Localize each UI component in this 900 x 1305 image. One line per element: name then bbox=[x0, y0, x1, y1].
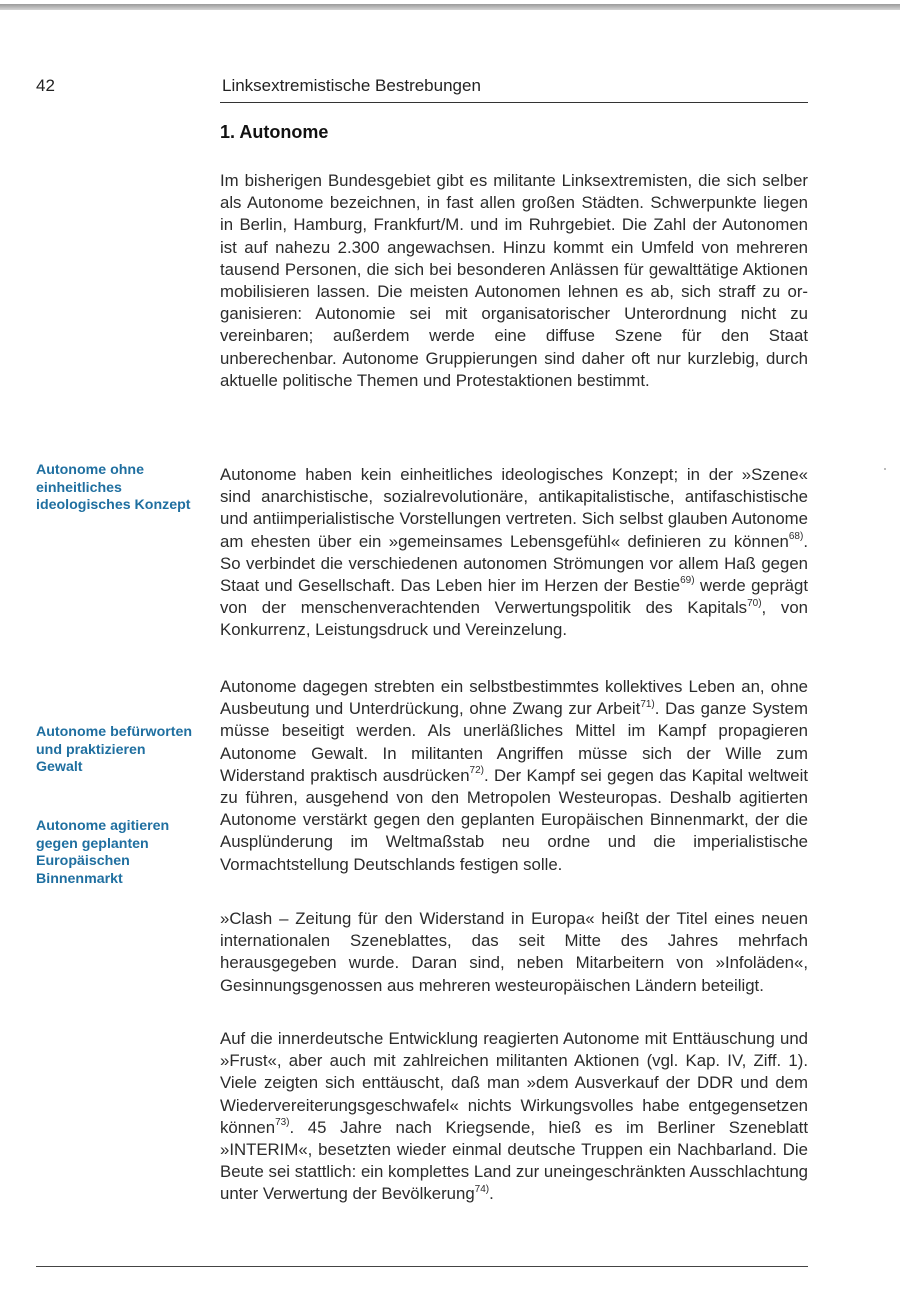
running-title: Linksextremistische Bestrebungen bbox=[222, 76, 481, 95]
footnote-ref-71: 71) bbox=[640, 698, 655, 710]
paragraph-5-text-2: . 45 Jahre nach Kriegsende, hieß es im Berliner Szeneblatt »INTERIM«, besetzten wieder einmal deutsche Truppen ein Nachbarland. Die Beute sei stattlich: ein komplettes Land zur uneingeschränkten Ausschlachtung unter Verwertung der Bevölkerung bbox=[220, 1117, 808, 1204]
paragraph-3-text-2: . Das ganze System müsse beseitigt werden. Als unerläßliches Mittel im Kampf propagieren Autonome Gewalt. In militanten Angriffen müsse sich der Wille zum Widerstand praktisch ausdrücken bbox=[220, 699, 808, 785]
paragraph-2-text-4: , von Konkurrenz, Leistungsdruck und Vereinzelung. bbox=[220, 598, 808, 640]
paragraph-3-text-3: . Der Kampf sei gegen das Kapital weltweit zu führen, ausgehend von den Metropolen Westeuropas. Deshalb agitierten Autonome verstärkt gegen den geplanten Europäischen Binnenmarkt, der die Ausplünderung im Weltmaßstab neu ordne und die imperialistische Vormachtstellung Deutschlands festigen solle. bbox=[220, 765, 809, 874]
paragraph-5 bbox=[220, 1028, 808, 1206]
section-heading: 1. Autonome bbox=[220, 122, 329, 142]
footnote-ref-69: 69) bbox=[680, 575, 695, 587]
paragraph-5-text-1: Auf die innerdeutsche Entwicklung reagierten Autonome mit Enttäuschung und »Frust«, aber auch mit zahlreichen militanten Aktionen (vgl. Kap. IV, Ziff. 1). Viele zeigten sich enttäuscht, daß man »dem Ausverkauf der DDR und dem Wiedervereiterungsgeschwafel« nichts Wirkungsvolles habe entgegensetzen können bbox=[220, 1029, 808, 1137]
top-border-rule bbox=[0, 4, 900, 10]
sidenote-binnenmarkt: Autonome agitieren gegen geplanten Europäischen Binnenmarkt bbox=[36, 818, 170, 887]
page-number: 42 bbox=[36, 76, 55, 95]
sidenote-ideology: Autonome ohne einheitliches ideologisches Konzept bbox=[36, 462, 191, 514]
paragraph-2-text-2: . So verbindet die verschiedenen autonomen Strömungen vor allem Haß gegen Staat und Gesellschaft. Das Leben hier im Herzen der Bestie bbox=[220, 531, 808, 596]
scan-speck bbox=[884, 468, 886, 470]
footnote-ref-74: 74) bbox=[474, 1183, 490, 1195]
sidenote-violence: Autonome befürworten und praktizieren Gewalt bbox=[36, 724, 193, 776]
paragraph-1: Im bisherigen Bundesgebiet gibt es militante Linksextremisten, die sich selber als Autonome bezeichnen, in fast allen großen Städten. Schwerpunkte liegen in Berlin, Hamburg, Frankfurt/M. und im Ruhrgebiet. Die Zahl der Autonomen ist auf nahezu 2.300 angewachsen. Hinzu kommt ein Umfeld von mehreren tausend Personen, die sich bei besonderen Anlässen für gewalttätige Aktionen mobilisieren lassen. Die meisten Autonomen lehnen es ab, sich straff zu organisieren: Autonomie sei mit organisatorischer Unterordnung nicht zu vereinbaren; außerdem werde eine diffuse Szene für den Staat unberechenbar. Autonome Gruppierungen sind daher oft nur kurzlebig, durch aktuelle politische Themen und Protestaktionen bestimmt. bbox=[220, 171, 808, 390]
footnote-ref-70: 70) bbox=[747, 597, 762, 609]
paragraph-3 bbox=[220, 676, 808, 876]
paragraph-2 bbox=[220, 464, 808, 642]
footnote-ref-72: 72) bbox=[469, 765, 484, 777]
paragraph-4: »Clash – Zeitung für den Widerstand in Europa« heißt der Titel eines neuen internationalen Szeneblattes, das seit Mitte des Jahres mehrfach herausgegeben wurde. Daran sind, neben Mitarbeitern von »Infoläden«, Gesinnungsgenossen aus mehreren westeuropäischen Ländern beteiligt. bbox=[220, 909, 808, 995]
paragraph-2-text-3: werde geprägt von der menschenverachtenden Verwertungspolitik des Kapitals bbox=[220, 576, 808, 618]
footnote-ref-73: 73) bbox=[275, 1117, 290, 1129]
paragraph-3-text-1: Autonome dagegen strebten ein selbstbestimmtes kollektives Leben an, ohne Ausbeutung und Unterdrückung, ohne Zwang zur Arbeit bbox=[220, 677, 808, 719]
paragraph-5-text-3: . bbox=[489, 1184, 494, 1204]
header-rule bbox=[220, 102, 808, 103]
footer-rule bbox=[36, 1266, 808, 1267]
paragraph-2-text-1: Autonome haben kein einheitliches ideologisches Konzept; in der »Szene« sind anarchistische, sozialrevolutionäre, antikapitalistische, antifaschistische und antiimperialistische Vorstellungen vertreten. Sich selbst glauben Autonome am ehesten über ein »gemeinsames Lebensgefühl« definieren zu können bbox=[220, 465, 808, 551]
footnote-ref-68: 68) bbox=[788, 531, 804, 543]
